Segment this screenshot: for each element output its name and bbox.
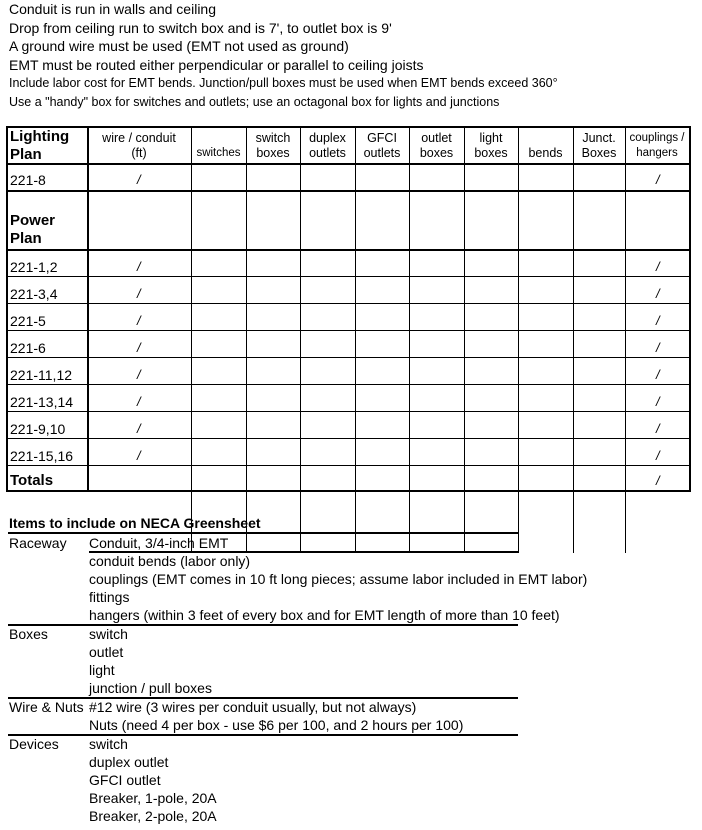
- wire-conduit-slash: /: [137, 367, 141, 382]
- boxes-item: switch: [89, 626, 128, 642]
- wire-conduit-header: wire / conduit (ft): [102, 131, 176, 160]
- wire-conduit-slash: /: [137, 286, 141, 301]
- power-row-label: 221-3,4: [10, 286, 58, 302]
- raceway-label: Raceway: [9, 535, 67, 551]
- light-boxes-header: light boxes: [474, 131, 508, 160]
- couplings-hangers-slash: /: [656, 421, 660, 436]
- section-divider: [8, 532, 518, 534]
- wire-item: Nuts (need 4 per box - use $6 per 100, and 2 hours per 100): [89, 717, 464, 733]
- couplings-hangers-slash: /: [656, 259, 660, 274]
- couplings-hangers-header: couplings / hangers: [629, 132, 685, 159]
- wire-conduit-slash: /: [137, 394, 141, 409]
- power-plan-header: Power Plan: [10, 212, 56, 247]
- power-row-label: 221-1,2: [10, 259, 58, 275]
- couplings-hangers-slash: /: [656, 394, 660, 409]
- junct-boxes-header: Junct. Boxes: [581, 131, 617, 160]
- raceway-item: hangers (within 3 feet of every box and for EMT length of more than 10 feet): [89, 607, 560, 623]
- note-line: A ground wire must be used (EMT not used as ground): [9, 38, 349, 54]
- devices-item: GFCI outlet: [89, 772, 161, 788]
- raceway-item: fittings: [89, 589, 130, 605]
- wire-conduit-slash: /: [137, 259, 141, 274]
- couplings-hangers-slash: /: [656, 340, 660, 355]
- wire-item: #12 wire (3 wires per conduit usually, but not always): [89, 699, 417, 715]
- note-line: Drop from ceiling run to switch box and is 7', to outlet box is 9': [9, 19, 392, 36]
- note-line: Include labor cost for EMT bends. Junction/pull boxes must be used when EMT bends exceed 360°: [9, 76, 558, 90]
- wire-conduit-slash: /: [137, 313, 141, 328]
- lighting-row-label: 221-8: [10, 172, 46, 188]
- power-row-label: 221-9,10: [10, 421, 66, 437]
- boxes-item: outlet: [89, 644, 124, 660]
- note-line: Use a "handy" box for switches and outlets; use an octagonal box for lights and junctions: [9, 94, 500, 109]
- couplings-hangers-slash: /: [656, 448, 660, 463]
- wire-conduit-slash: /: [137, 448, 141, 463]
- power-row-label: 221-13,14: [10, 394, 74, 410]
- power-row-label: 221-5: [10, 313, 46, 329]
- takeoff-table: [6, 126, 691, 492]
- couplings-hangers-slash: /: [656, 473, 660, 488]
- wire-conduit-slash: /: [137, 421, 141, 436]
- devices-item: switch: [89, 736, 128, 752]
- devices-item: Breaker, 1-pole, 20A: [89, 790, 217, 806]
- intro-notes: [9, 0, 558, 111]
- wire-conduit-slash: /: [137, 172, 141, 187]
- note-line: Conduit is run in walls and ceiling: [9, 1, 216, 17]
- couplings-hangers-slash: /: [656, 286, 660, 301]
- power-row-label: 221-11,12: [10, 367, 73, 383]
- couplings-hangers-slash: /: [656, 172, 660, 187]
- boxes-label: Boxes: [9, 626, 48, 642]
- note-line: EMT must be routed either perpendicular or parallel to ceiling joists: [9, 56, 424, 73]
- section-divider: [8, 734, 518, 736]
- items-title: Items to include on NECA Greensheet: [9, 515, 261, 531]
- couplings-hangers-slash: /: [656, 367, 660, 382]
- power-row-label: 221-6: [10, 340, 46, 356]
- switches-header: switches: [196, 147, 241, 159]
- wire-conduit-slash: /: [137, 340, 141, 355]
- devices-item: duplex outlet: [89, 754, 169, 770]
- power-row-label: 221-15,16: [10, 448, 74, 464]
- duplex-outlets-header: duplex outlets: [309, 131, 346, 160]
- devices-item: Breaker, 2-pole, 20A: [89, 808, 217, 824]
- raceway-item: couplings (EMT comes in 10 ft long pieces; assume labor included in EMT labor): [89, 571, 588, 587]
- couplings-hangers-slash: /: [656, 313, 660, 328]
- switch-boxes-header: switch boxes: [255, 131, 291, 160]
- raceway-item: conduit bends (labor only): [89, 553, 251, 569]
- gfci-outlets-header: GFCI outlets: [363, 131, 401, 160]
- boxes-item: junction / pull boxes: [89, 680, 212, 696]
- totals-label: Totals: [10, 472, 54, 489]
- raceway-item: Conduit, 3/4-inch EMT: [89, 535, 229, 551]
- lighting-plan-header: Lighting Plan: [10, 128, 70, 163]
- devices-label: Devices: [9, 736, 59, 752]
- outlet-boxes-header: outlet boxes: [419, 131, 454, 160]
- section-divider: [8, 624, 518, 626]
- wire-nuts-label: Wire & Nuts: [9, 699, 84, 715]
- boxes-item: light: [89, 662, 115, 678]
- bends-header: bends: [528, 146, 563, 160]
